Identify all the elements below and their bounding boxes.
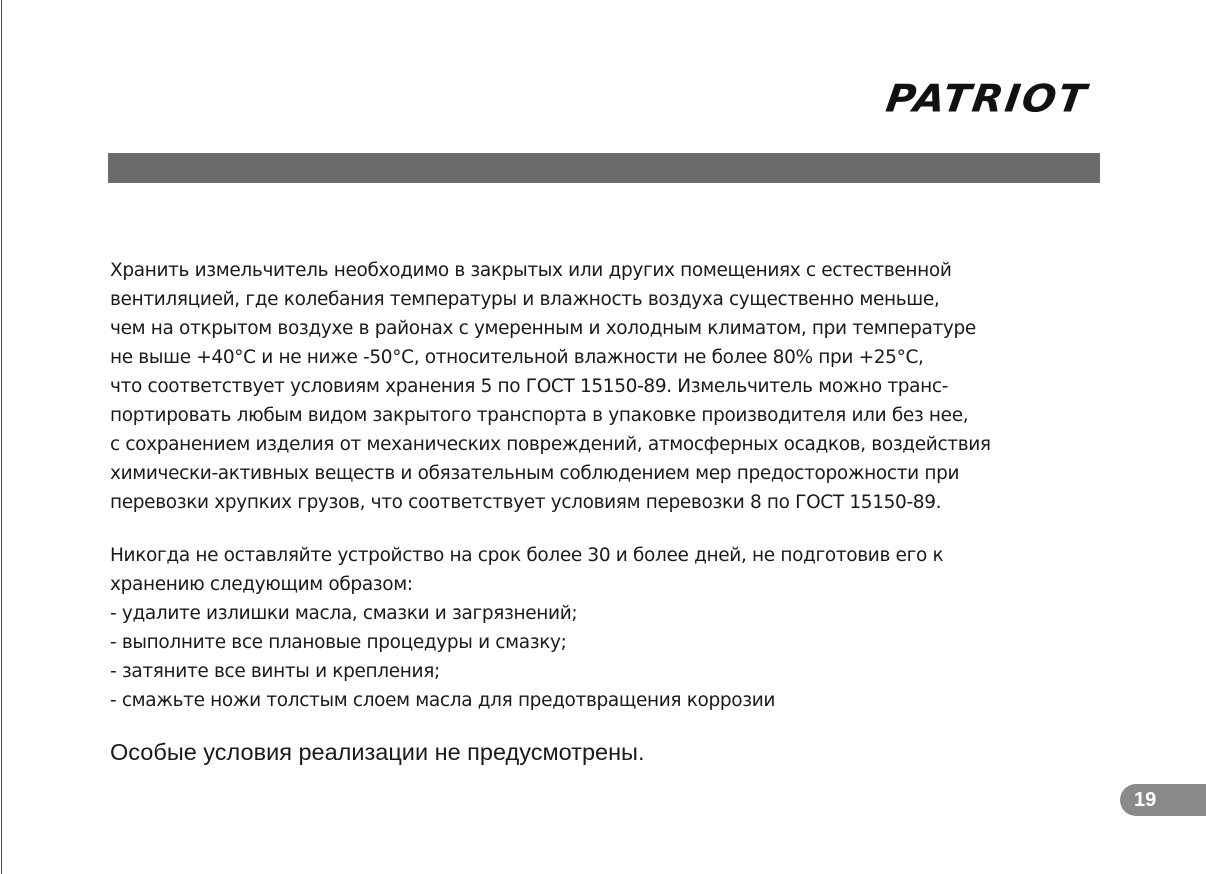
page-edge-rule <box>1 0 2 874</box>
storage-paragraph <box>110 256 1100 517</box>
storage-preparation-block <box>110 541 1100 715</box>
preparation-step: - смажьте ножи толстым слоем масла для предотвращения коррозии <box>110 690 776 711</box>
storage-line: чем на открытом воздухе в районах с умеренным и холодным климатом, при температуре <box>110 318 976 339</box>
patriot-logo: PATRIOT <box>883 77 1091 121</box>
preparation-intro-line: хранению следующим образом: <box>110 574 413 595</box>
storage-line: химически-активных веществ и обязательным соблюдением мер предосторожности при <box>110 463 960 484</box>
preparation-step: - выполните все плановые процедуры и смазку; <box>110 632 567 653</box>
storage-line: с сохранением изделия от механических повреждений, атмосферных осадков, воздействия <box>110 434 991 455</box>
storage-line: портировать любым видом закрытого транспорта в упаковке производителя или без нее, <box>110 405 969 426</box>
storage-line: что соответствует условиям хранения 5 по ГОСТ 15150-89. Измельчитель можно транс- <box>110 376 949 397</box>
preparation-intro-line: Никогда не оставляйте устройство на срок более 30 и более дней, не подготовив его к <box>110 545 944 566</box>
preparation-step: - удалите излишки масла, смазки и загрязнений; <box>110 603 578 624</box>
special-sale-conditions-note: Особые условия реализации не предусмотрены. <box>110 739 645 765</box>
page-number-tab <box>1120 784 1206 816</box>
storage-line: не выше +40°С и не ниже -50°С, относительной влажности не более 80% при +25°С, <box>110 347 924 368</box>
storage-line: вентиляцией, где колебания температуры и влажность воздуха существенно меньше, <box>110 289 940 310</box>
page-number: 19 <box>1134 789 1157 811</box>
section-header-bar <box>108 153 1100 183</box>
preparation-step: - затяните все винты и крепления; <box>110 661 440 682</box>
storage-line: Хранить измельчитель необходимо в закрытых или других помещениях с естественной <box>110 260 952 281</box>
storage-line: перевозки хрупких грузов, что соответствует условиям перевозки 8 по ГОСТ 15150-89. <box>110 492 942 513</box>
